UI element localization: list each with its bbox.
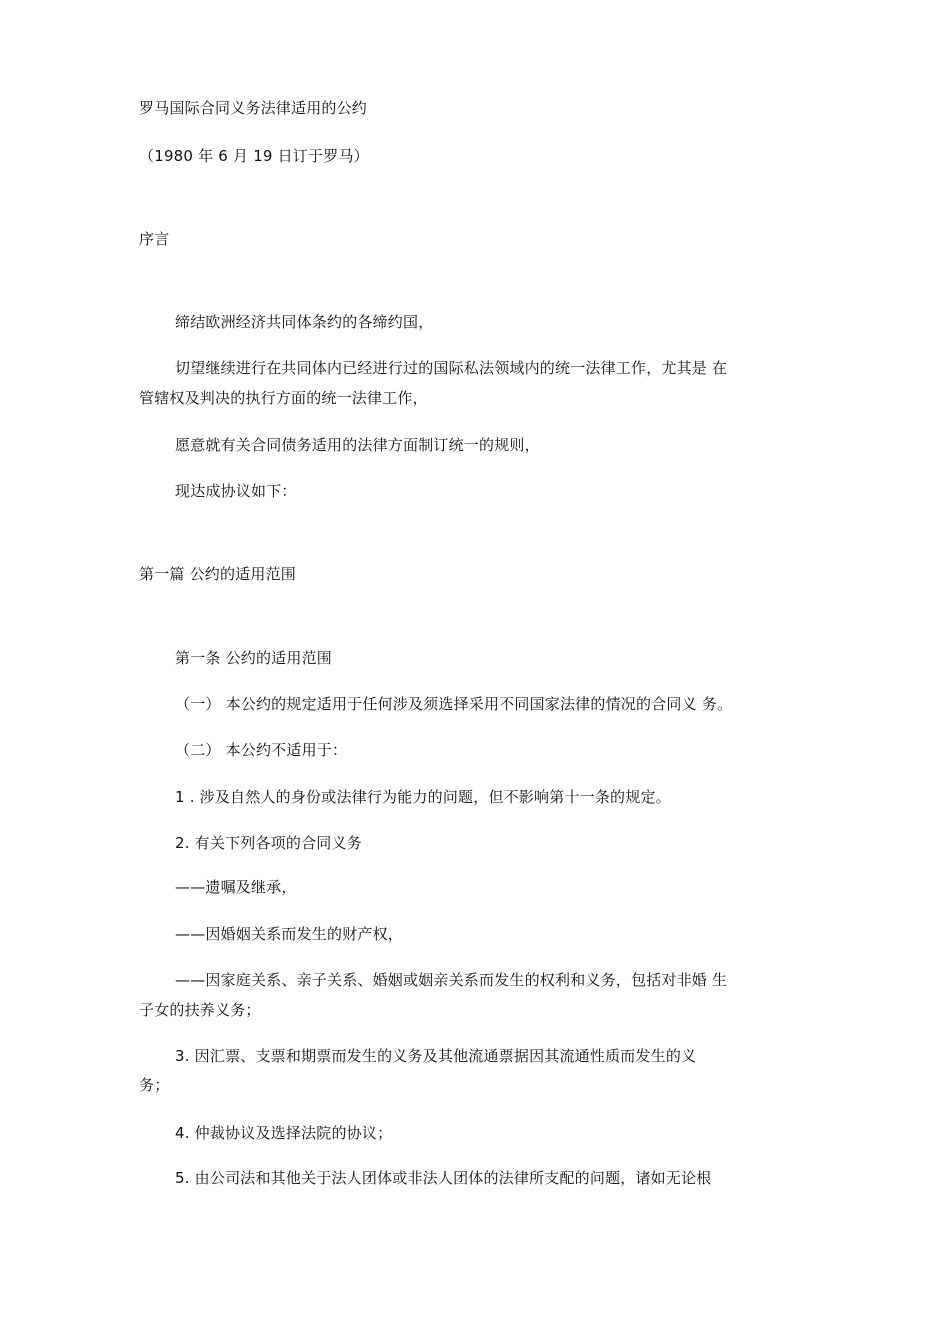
article-1-heading: 第一条 公约的适用范围: [175, 649, 332, 667]
preface-paragraph-1: 缔结欧洲经济共同体条约的各缔约国，: [175, 313, 434, 331]
preface-paragraph-2-line-2: 管辖权及判决的执行方面的统一法律工作，: [139, 389, 428, 407]
document-subtitle: （1980 年 6 月 19 日订于罗马）: [139, 147, 369, 165]
article-1-paragraph-1: （一） 本公约的规定适用于任何涉及须选择采用不同国家法律的情况的合同义 务。: [175, 695, 733, 713]
article-1-item-3-line-2: 务；: [139, 1076, 170, 1094]
document-title: 罗马国际合同义务法律适用的公约: [139, 99, 368, 117]
article-1-item-2: 2. 有关下列各项的合同义务: [175, 834, 362, 852]
article-1-dash-3-line-1: ——因家庭关系、亲子关系、婚姻或姻亲关系而发生的权利和义务，包括对非婚 生: [175, 971, 728, 989]
article-1-item-3-line-1: 3. 因汇票、支票和期票而发生的义务及其他流通票据因其流通性质而发生的义: [175, 1047, 697, 1065]
article-1-paragraph-2: （二） 本公约不适用于：: [175, 741, 348, 759]
preface-paragraph-2-line-1: 切望继续进行在共同体内已经进行过的国际私法领域内的统一法律工作，尤其是 在: [175, 359, 728, 377]
article-1-item-1: 1 . 涉及自然人的身份或法律行为能力的问题，但不影响第十一条的规定。: [175, 788, 671, 806]
preface-paragraph-3: 愿意就有关合同债务适用的法律方面制订统一的规则，: [175, 436, 540, 454]
article-1-dash-3-line-2: 子女的扶养义务；: [139, 1001, 261, 1019]
part-1-heading: 第一篇 公约的适用范围: [139, 565, 296, 583]
preface-heading: 序言: [139, 230, 170, 248]
article-1-dash-2: ——因婚姻关系而发生的财产权，: [175, 925, 404, 943]
article-1-item-4: 4. 仲裁协议及选择法院的协议；: [175, 1124, 393, 1142]
preface-paragraph-4: 现达成协议如下：: [175, 482, 297, 500]
article-1-item-5: 5. 由公司法和其他关于法人团体或非法人团体的法律所支配的问题，诸如无论根: [175, 1169, 712, 1187]
article-1-dash-1: ——遗嘱及继承，: [175, 878, 297, 896]
